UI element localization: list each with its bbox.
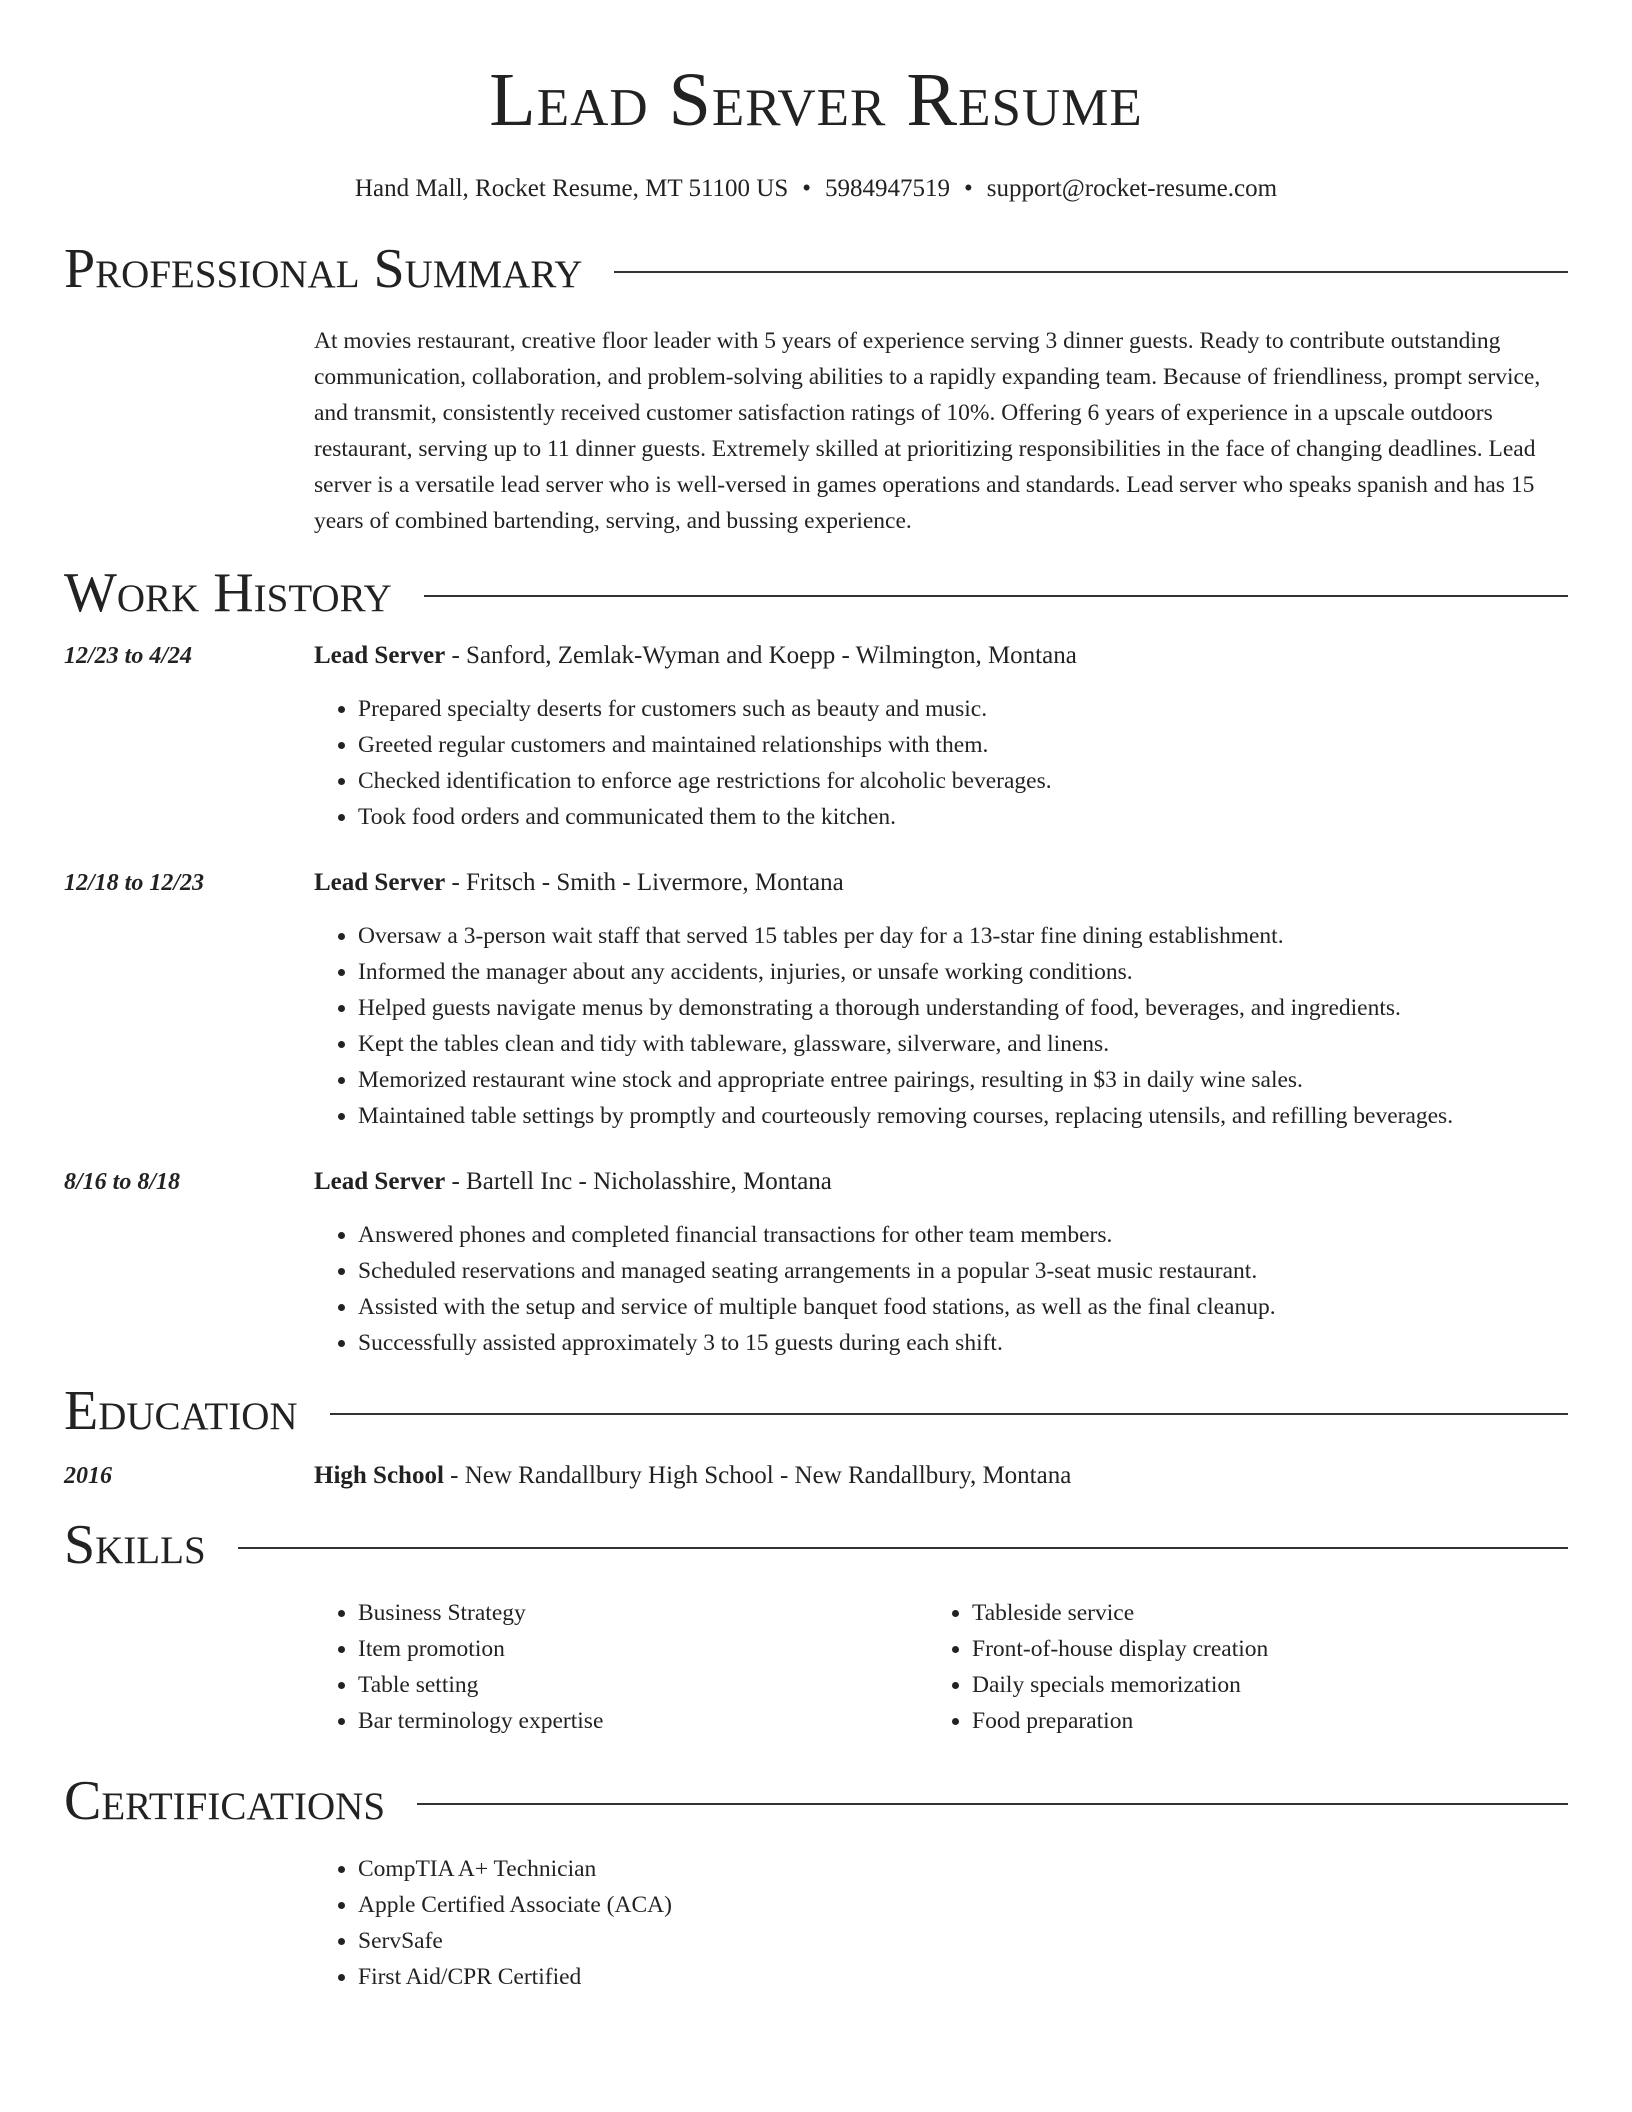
education-heading: Education	[64, 1380, 298, 1442]
education-year: 2016	[64, 1463, 112, 1489]
job-dates: 12/23 to 4/24	[64, 643, 193, 669]
job-dates: 12/18 to 12/23	[64, 870, 205, 896]
job-title: Lead Server	[314, 869, 446, 896]
list-item: • First Aid/CPR Certified	[358, 1959, 1568, 1995]
section-divider	[417, 1803, 1568, 1805]
job-bullets	[314, 691, 1568, 835]
job-entry	[64, 1167, 1568, 1361]
list-item: • Apple Certified Associate (ACA)	[358, 1887, 1568, 1923]
list-item: • Successfully assisted approximately 3 to 15 guests during each shift.	[358, 1325, 1568, 1361]
certifications-heading: Certifications	[64, 1770, 386, 1832]
list-item: • Maintained table settings by promptly and courteously removing courses, replacing utensils, and refilling beverages.	[358, 1098, 1568, 1134]
list-item: • Memorized restaurant wine stock and appropriate entree pairings, resulting in $3 in daily wine sales.	[358, 1062, 1568, 1098]
job-details: - Bartell Inc - Nicholasshire, Montana	[445, 1168, 832, 1195]
skills-column-right	[928, 1595, 1542, 1739]
section-divider	[330, 1413, 1568, 1415]
job-entry	[64, 868, 1568, 1134]
skills-section-heading	[64, 1514, 1568, 1576]
list-item: • Checked identification to enforce age restrictions for alcoholic beverages.	[358, 763, 1568, 799]
job-details: - Sanford, Zemlak-Wyman and Koepp - Wilmington, Montana	[445, 642, 1077, 669]
separator-dot: •	[964, 175, 973, 202]
list-item: • Front-of-house display creation	[972, 1631, 1542, 1667]
job-bullets	[314, 1217, 1568, 1361]
contact-address: Hand Mall, Rocket Resume, MT 51100 US	[354, 175, 789, 202]
job-entry	[64, 641, 1568, 835]
section-divider	[424, 595, 1568, 597]
list-item: • Daily specials memorization	[972, 1667, 1542, 1703]
education-entry	[64, 1461, 1568, 1491]
summary-heading: Professional Summary	[64, 238, 583, 300]
list-item: • Table setting	[358, 1667, 928, 1703]
skills-column-left	[314, 1595, 928, 1739]
page-title: Lead Server Resume	[489, 58, 1143, 142]
list-item: • Greeted regular customers and maintained relationships with them.	[358, 727, 1568, 763]
job-dates: 8/16 to 8/18	[64, 1169, 181, 1195]
list-item: • Prepared specialty deserts for customers such as beauty and music.	[358, 691, 1568, 727]
list-item: • Food preparation	[972, 1703, 1542, 1739]
list-item: • Informed the manager about any accidents, injuries, or unsafe working conditions.	[358, 954, 1568, 990]
certifications-section-heading	[64, 1770, 1568, 1832]
job-title: Lead Server	[314, 642, 446, 669]
job-title: Lead Server	[314, 1168, 446, 1195]
separator-dot: •	[802, 175, 811, 202]
education-header	[314, 1461, 1071, 1491]
list-item: • Business Strategy	[358, 1595, 928, 1631]
job-header	[314, 1167, 832, 1197]
list-item: • Kept the tables clean and tidy with tableware, glassware, silverware, and linens.	[358, 1026, 1568, 1062]
section-divider	[238, 1547, 1568, 1549]
list-item: • Answered phones and completed financial transactions for other team members.	[358, 1217, 1568, 1253]
list-item: • Oversaw a 3-person wait staff that served 15 tables per day for a 13-star fine dining establishment.	[358, 918, 1568, 954]
list-item: • Helped guests navigate menus by demonstrating a thorough understanding of food, beverages, and ingredients.	[358, 990, 1568, 1026]
list-item: • Assisted with the setup and service of multiple banquet food stations, as well as the final cleanup.	[358, 1289, 1568, 1325]
section-divider	[614, 271, 1568, 273]
education-degree: High School	[314, 1462, 444, 1489]
job-header	[314, 641, 1077, 671]
contact-email: support@rocket-resume.com	[986, 175, 1278, 202]
skills-list	[314, 1595, 1568, 1739]
work-section-heading	[64, 562, 1568, 624]
list-item: • ServSafe	[358, 1923, 1568, 1959]
work-heading: Work History	[64, 562, 392, 624]
list-item: • Tableside service	[972, 1595, 1542, 1631]
education-details: - New Randallbury High School - New Randallbury, Montana	[443, 1462, 1072, 1489]
skills-heading: Skills	[64, 1514, 206, 1576]
contact-phone: 5984947519	[825, 175, 950, 202]
summary-section-heading	[64, 238, 1568, 300]
list-item: • Took food orders and communicated them to the kitchen.	[358, 799, 1568, 835]
list-item: • CompTIA A+ Technician	[358, 1851, 1568, 1887]
job-header	[314, 868, 844, 898]
summary-text: At movies restaurant, creative floor leader with 5 years of experience serving 3 dinner guests. Ready to contribute outstanding communication, collaboration, and problem-solving abilities to a rapidly expanding team. Because of friendliness, prompt service, and transmit, consistently received customer satisfaction ratings of 10%. Offering 6 years of experience in a upscale outdoors restaurant, serving up to 11 dinner guests. Extremely skilled at prioritizing responsibilities in the face of changing deadlines. Lead server is a versatile lead server who is well-versed in games operations and standards. Lead server who speaks spanish and has 15 years of combined bartending, serving, and bussing experience.	[314, 328, 1541, 534]
list-item: • Bar terminology expertise	[358, 1703, 928, 1739]
job-details: - Fritsch - Smith - Livermore, Montana	[445, 869, 844, 896]
job-bullets	[314, 918, 1568, 1134]
certifications-list	[314, 1851, 1568, 1995]
list-item: • Scheduled reservations and managed seating arrangements in a popular 3-seat music restaurant.	[358, 1253, 1568, 1289]
contact-line	[64, 176, 1568, 201]
list-item: • Item promotion	[358, 1631, 928, 1667]
education-section-heading	[64, 1380, 1568, 1442]
